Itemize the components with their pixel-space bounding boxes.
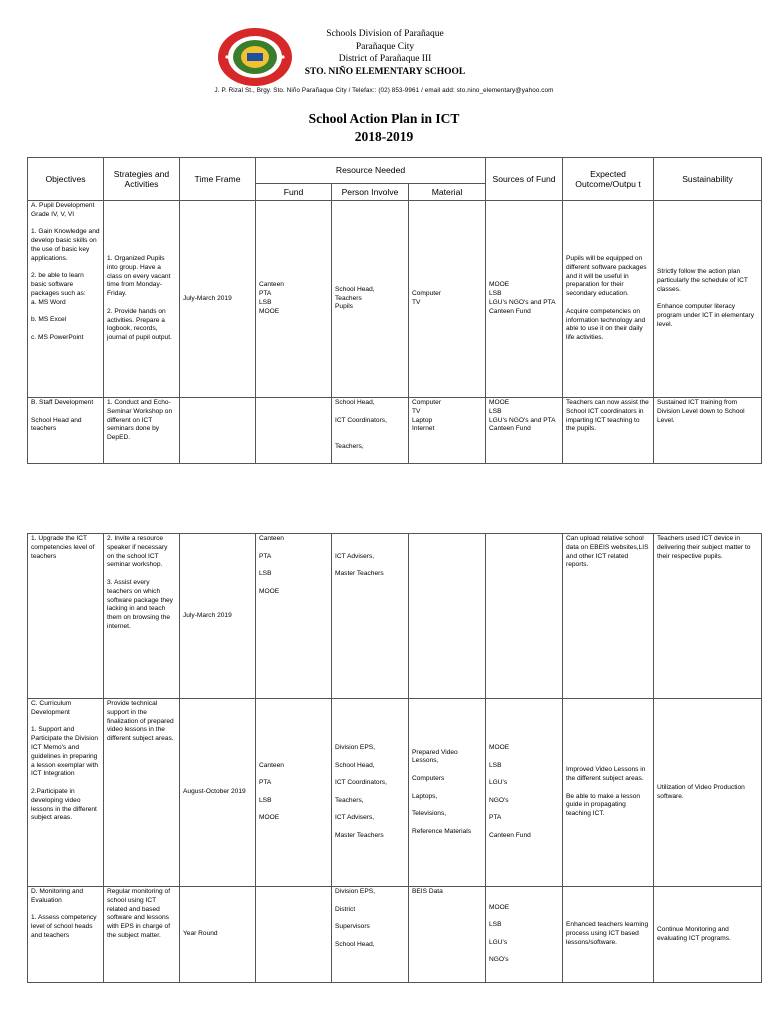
table-row — [28, 699, 762, 887]
cell-time-frame: July-March 2019 — [180, 201, 256, 398]
cell-time-frame: August-October 2019 — [180, 699, 256, 887]
col-objectives: Objectives — [28, 158, 104, 201]
cell-sources-of-fund: MOOE LSB LGU's NGO's and PTA Canteen Fund — [486, 201, 563, 398]
school-header — [300, 28, 470, 78]
cell-expected-outcome: Improved Video Lessons in the different subject areas. Be able to make a lesson guide in propagating teaching ICT. — [563, 699, 654, 887]
cell-time-frame: Year Round — [180, 887, 256, 983]
cell-sources-of-fund — [486, 534, 563, 699]
cell-sustainability: Strictly follow the action plan particularly the schedule of ICT classes. Enhance computer literacy program under ICT in elementary level. — [654, 201, 762, 398]
col-sources-of-fund: Sources of Fund — [486, 158, 563, 201]
school-address: J. P. Rizal St., Brgy. Sto. Niño Parañaque City / Telefax:: (02) 853-9961 / email add: sto.nino_elementary@yahoo.com — [214, 87, 554, 94]
col-fund: Fund — [256, 184, 332, 201]
cell-objectives: 1. Upgrade the ICT competencies level of teachers — [28, 534, 104, 699]
col-person-involve: Person Involve — [332, 184, 409, 201]
cell-objectives: D. Monitoring and Evaluation 1. Assess competency level of school heads and teachers — [28, 887, 104, 983]
title-text: School Action Plan in ICT — [308, 111, 460, 126]
cell-objectives: C. Curriculum Development 1. Support and Participate the Division ICT Memo's and guidelines in preparing a lesson exemplar with ICT Integration 2.Participate in developing video lessons in the different subject areas. — [28, 699, 104, 887]
cell-expected-outcome: Can upload relative school data on EBEIS websites,LIS and other ICT related reports. — [563, 534, 654, 699]
cell-person-involve: Division EPS, District Supervisors School Head, — [332, 887, 409, 983]
cell-material: Computer TV — [409, 201, 486, 398]
cell-expected-outcome: Pupils will be equipped on different software packages and it will be useful in preparation for their secondary education. Acquire competencies on information technology and able to use it on their daily life activities. — [563, 201, 654, 398]
document-title — [0, 110, 768, 146]
col-expected-outcome: Expected Outcome/Outpu t — [563, 158, 654, 201]
table-row — [28, 887, 762, 983]
action-plan-table — [27, 157, 762, 464]
school-seal-logo — [217, 27, 293, 87]
cell-sustainability: Sustained ICT training from Division Level down to School Level. — [654, 398, 762, 464]
cell-person-involve: School Head, ICT Coordinators, Teachers, — [332, 398, 409, 464]
cell-sustainability: Continue Monitoring and evaluating ICT programs. — [654, 887, 762, 983]
header-division: Schools Division of Parañaque — [326, 29, 444, 39]
cell-sources-of-fund: MOOE LSB LGU's NGO's and PTA Canteen Fund — [486, 398, 563, 464]
cell-material — [409, 534, 486, 699]
header-school-name: STO. NIÑO ELEMENTARY SCHOOL — [304, 66, 466, 77]
cell-strategies: 2. Invite a resource speaker if necessary on the school ICT seminar workshop. 3. Assist every teachers on which software package they lacking in and teach them on browsing the internet. — [104, 534, 180, 699]
action-plan-table-continued — [27, 533, 762, 983]
cell-person-involve: Division EPS, School Head, ICT Coordinators, Teachers, ICT Advisers, Master Teachers — [332, 699, 409, 887]
cell-strategies: Provide technical support in the finalization of prepared video lessons in the different subject areas. — [104, 699, 180, 887]
table-row — [28, 201, 762, 398]
cell-strategies: 1. Organized Pupils into group. Have a class on every vacant time from Monday-Friday. 2. Provide hands on activities. Prepare a logbook, records, journal of pupil output. — [104, 201, 180, 398]
cell-sources-of-fund: MOOE LSB LGU's NGO's PTA Canteen Fund — [486, 699, 563, 887]
cell-fund — [256, 887, 332, 983]
title-year: 2018-2019 — [354, 129, 414, 144]
header-row — [28, 158, 762, 184]
cell-strategies: 1. Conduct and Echo-Seminar Workshop on different on ICT seminars done by DepED. — [104, 398, 180, 464]
table-row — [28, 398, 762, 464]
cell-material: BEIS Data — [409, 887, 486, 983]
cell-time-frame — [180, 398, 256, 464]
col-material: Material — [409, 184, 486, 201]
cell-sustainability: Teachers used ICT device in delivering their subject matter to their respective pupils. — [654, 534, 762, 699]
cell-material: Computer TV Laptop Internet — [409, 398, 486, 464]
header-district: District of Parañaque III — [338, 54, 432, 64]
cell-objectives: B. Staff Development School Head and teachers — [28, 398, 104, 464]
cell-time-frame: July-March 2019 — [180, 534, 256, 699]
cell-objectives: A. Pupil Development Grade IV, V, VI 1. Gain Knowledge and develop basic skills on the use of basic key applications. 2. be able to learn basic software packages such as: a. MS Word b. MS Excel c. MS PowerPoint — [28, 201, 104, 398]
cell-fund — [256, 398, 332, 464]
cell-expected-outcome: Enhanced teachers learning process using ICT based lessons/software. — [563, 887, 654, 983]
col-time-frame: Time Frame — [180, 158, 256, 201]
cell-fund: Canteen PTA LSB MOOE — [256, 699, 332, 887]
cell-person-involve: ICT Advisers, Master Teachers — [332, 534, 409, 699]
cell-strategies: Regular monitoring of school using ICT related and based software and lessons with EPS in charge of the subject matter. — [104, 887, 180, 983]
col-sustainability: Sustainability — [654, 158, 762, 201]
cell-sustainability: Utilization of Video Production software. — [654, 699, 762, 887]
cell-fund: Canteen PTA LSB MOOE — [256, 201, 332, 398]
header-city: Parañaque City — [355, 41, 415, 52]
cell-material: Prepared Video Lessons, Computers Laptops, Televisions, Reference Materials — [409, 699, 486, 887]
col-resource-needed: Resource Needed — [256, 158, 486, 184]
col-strategies: Strategies and Activities — [104, 158, 180, 201]
cell-fund: Canteen PTA LSB MOOE — [256, 534, 332, 699]
cell-sources-of-fund: MOOE LSB LGU's NGO's — [486, 887, 563, 983]
cell-expected-outcome: Teachers can now assist the School ICT coordinators in imparting ICT teaching to the pupils. — [563, 398, 654, 464]
cell-person-involve: School Head, Teachers Pupils — [332, 201, 409, 398]
table-row — [28, 534, 762, 699]
